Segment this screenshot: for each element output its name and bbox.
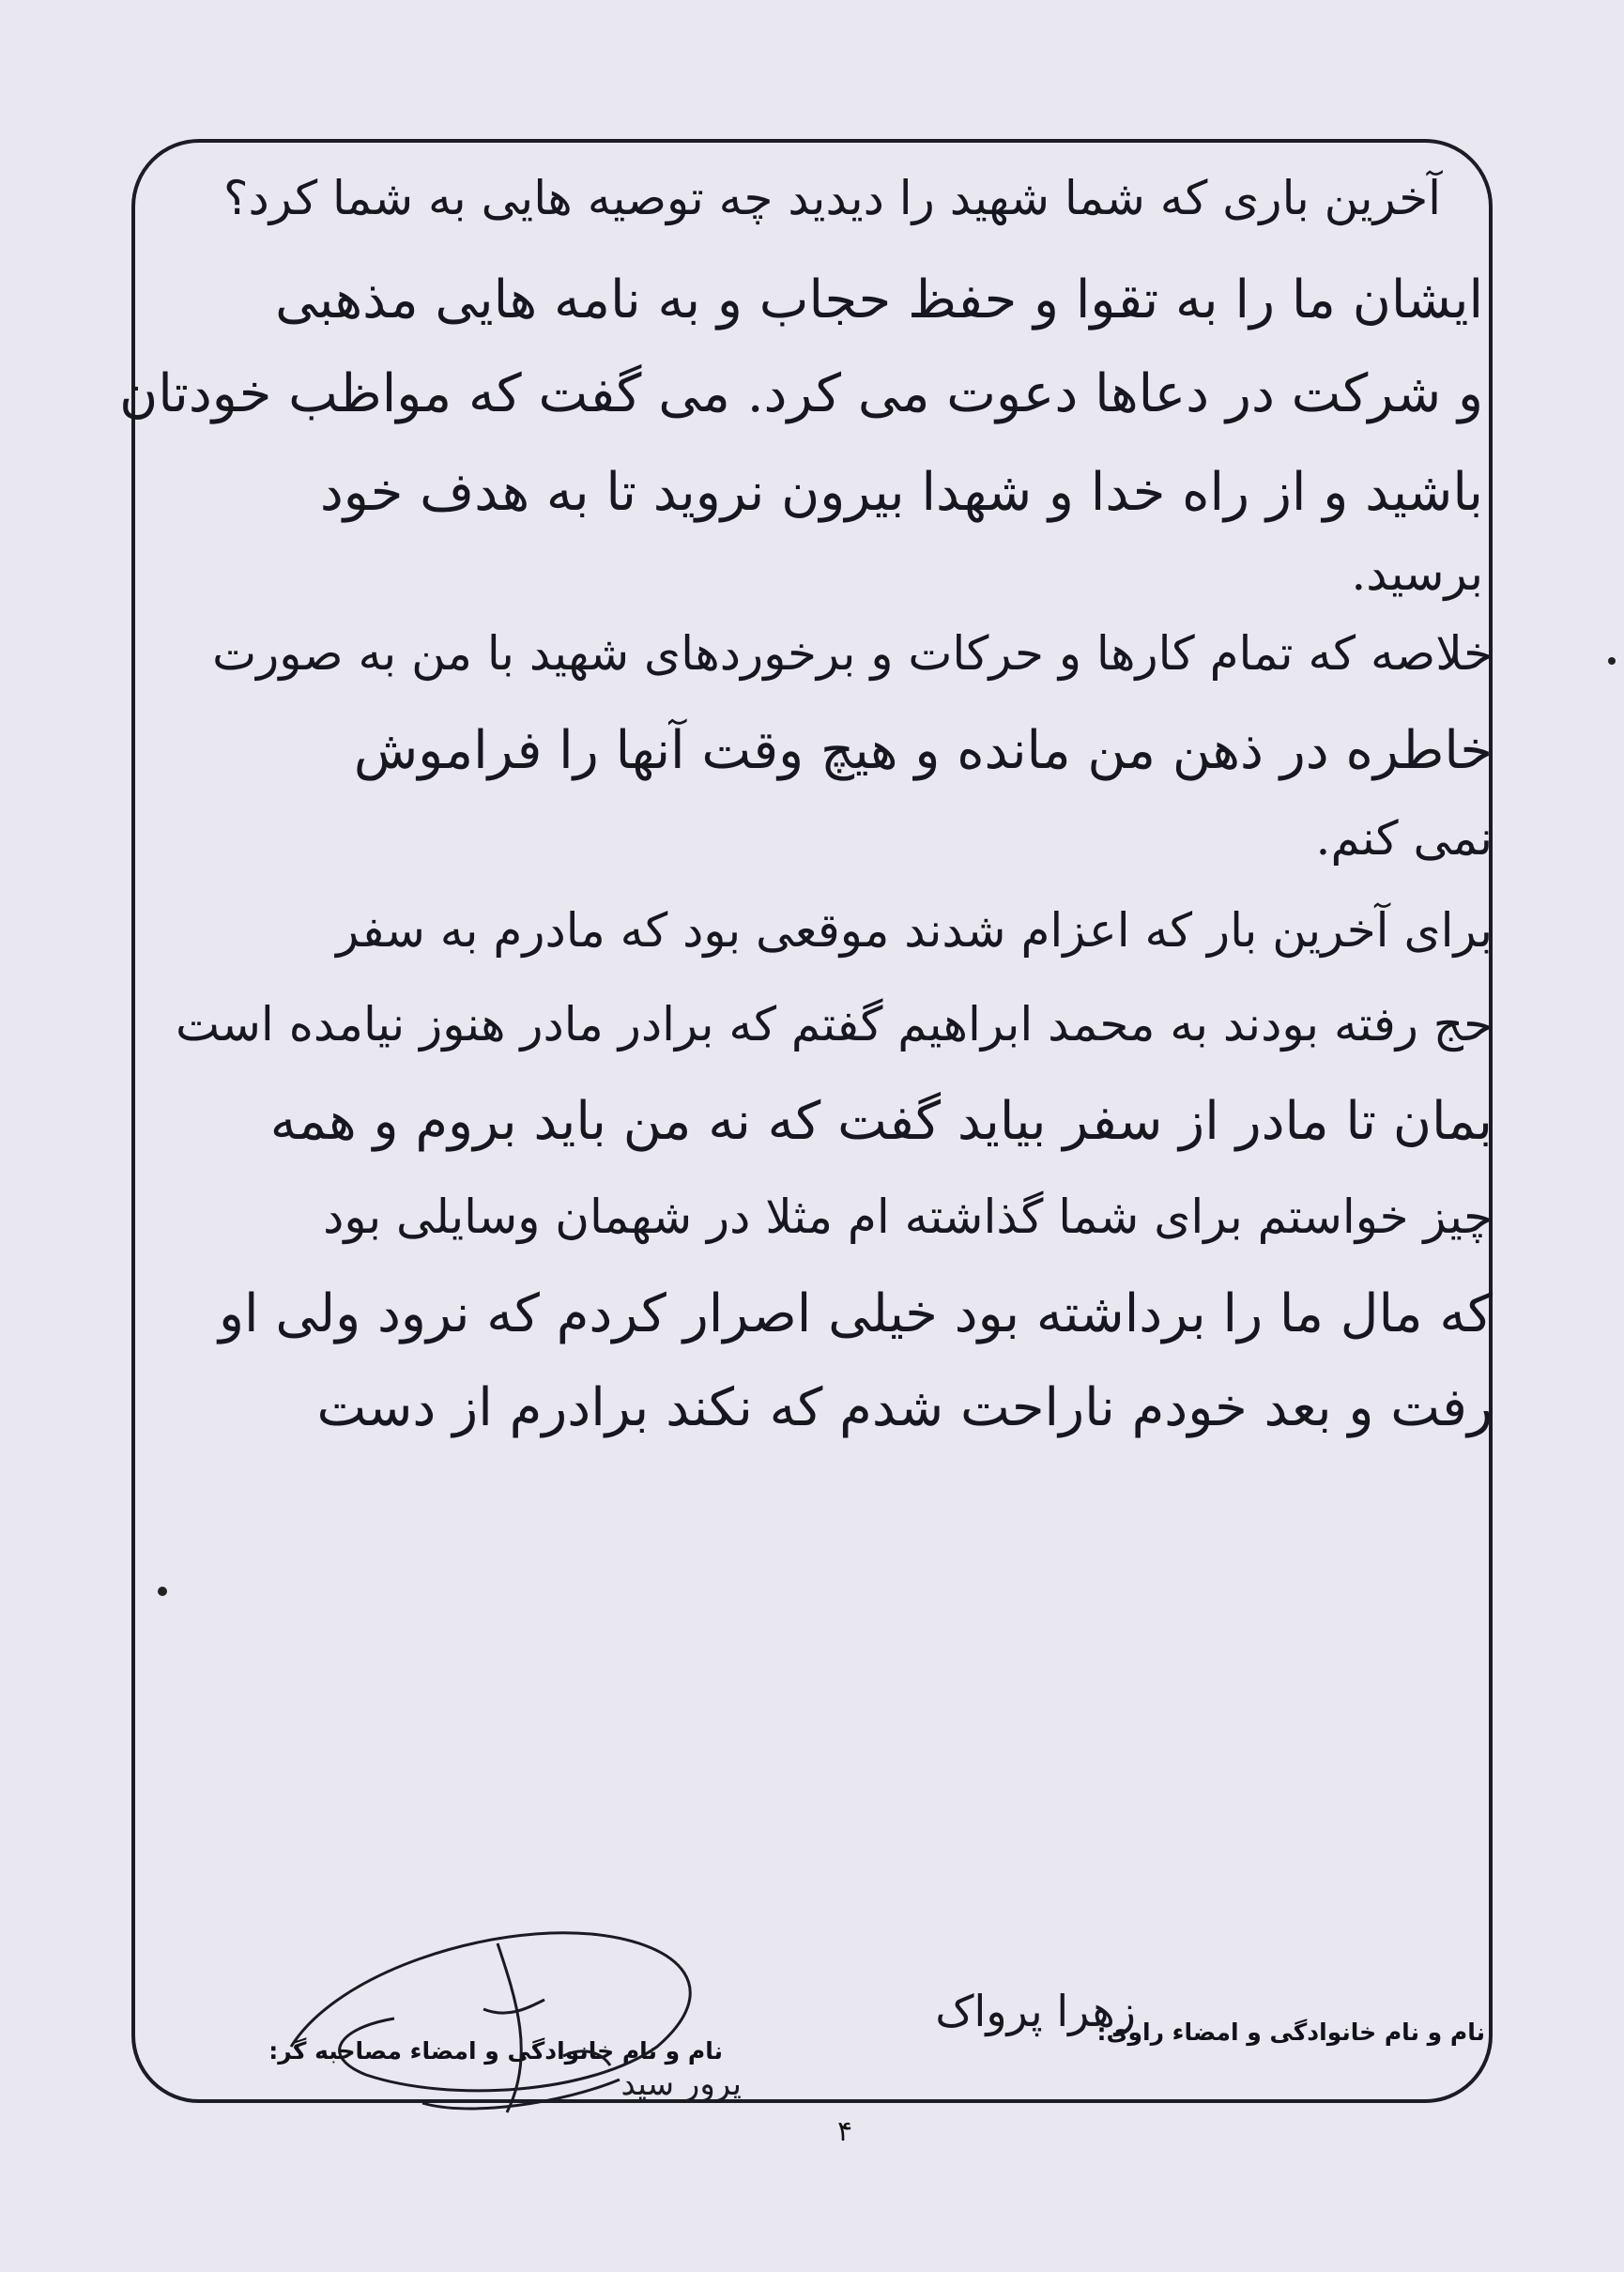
- line-1: آخرین باری که شما شهید را دیدید چه توصیه هایی به شما کرد؟: [222, 171, 1441, 225]
- line-7: خاطره در ذهن من ماندە و هیچ وقت آنها را فراموش: [353, 720, 1493, 781]
- line-9: برای آخرین بار که اعزام شدند موقعی بود که مادرم به سفر: [336, 903, 1493, 958]
- page-number: ۴: [836, 2115, 853, 2148]
- line-6: خلاصه که تمام کارها و حرکات و برخوردهای شهید با من به صورت: [212, 626, 1493, 681]
- line-11: بمان تا مادر از سفر بیاید گفت که نه من باید بروم و همه: [269, 1091, 1493, 1152]
- interviewer-label: نام و نام خانوادگی و امضاء مصاحبه گر:: [268, 2037, 723, 2065]
- line-3: و شرکت در دعاها دعوت می کرد. می گفت که مواظب خودتان: [119, 363, 1483, 424]
- line-4: باشید و از راه خدا و شهدا بیرون نروید تا به هدف خود: [319, 462, 1483, 523]
- narrator-name: زهرا پرواک: [935, 1986, 1136, 2036]
- line-10: حج رفته بودند به محمد ابراهیم گفتم که برادر مادر هنوز نیامده است: [175, 997, 1493, 1052]
- line-13: که مال ما را برداشته بود خیلی اصرار کردم که نرود ولی او: [218, 1283, 1493, 1344]
- scan-speck: [158, 1587, 167, 1596]
- line-14: رفت و بعد خودم ناراحت شدم که نکند برادرم از دست: [316, 1377, 1493, 1438]
- line-2: ایشان ما را به تقوا و حفظ حجاب و به نامه هایی مذهبی: [275, 269, 1483, 330]
- line-12: چیز خواستم برای شما گذاشته ام مثلا در شهمان وسایلی بود: [323, 1190, 1493, 1244]
- scan-speck: [1608, 657, 1616, 665]
- narrator-label: نام و نام خانوادگی و امضاء راوی:: [1096, 2019, 1485, 2046]
- interviewer-signature-text: پرور سید: [620, 2065, 742, 2103]
- line-5: برسید.: [1351, 546, 1483, 601]
- line-8: نمی کنم.: [1315, 811, 1493, 866]
